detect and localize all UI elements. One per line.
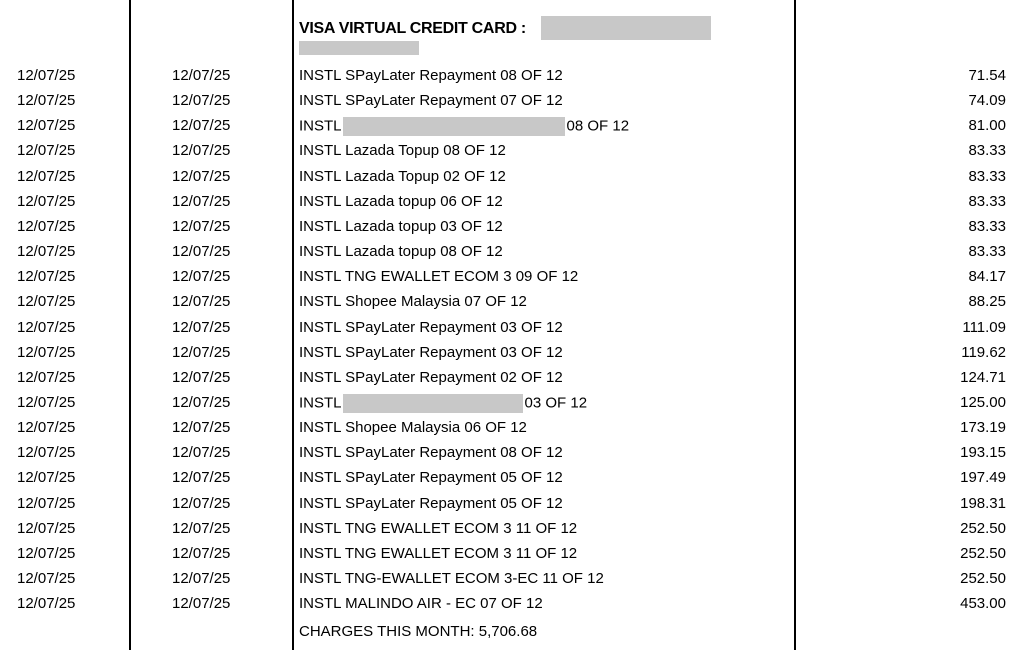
posting-date: 12/07/25 bbox=[17, 243, 76, 261]
transaction-description: INSTL Lazada Topup 02 OF 12 bbox=[299, 167, 506, 185]
transaction-date: 12/07/25 bbox=[172, 595, 231, 613]
transaction-amount: 71.54 bbox=[968, 67, 1006, 84]
posting-date: 12/07/25 bbox=[17, 67, 76, 84]
transaction-date: 12/07/25 bbox=[172, 243, 231, 261]
transaction-amount: 83.33 bbox=[968, 192, 1006, 210]
transaction-description: INSTL SPayLater Repayment 02 OF 12 bbox=[299, 368, 563, 386]
table-row bbox=[0, 469, 1012, 494]
table-row bbox=[0, 117, 1012, 142]
table-row bbox=[0, 168, 1012, 193]
transaction-amount: 119.62 bbox=[961, 343, 1006, 361]
transaction-amount: 83.33 bbox=[968, 142, 1006, 160]
table-row bbox=[0, 193, 1012, 218]
transaction-description: INSTL Shopee Malaysia 06 OF 12 bbox=[299, 419, 527, 437]
transaction-description: INSTL SPayLater Repayment 05 OF 12 bbox=[299, 469, 563, 487]
transaction-amount: 83.33 bbox=[968, 167, 1006, 185]
transaction-description: INSTL Shopee Malaysia 07 OF 12 bbox=[299, 293, 527, 311]
table-row bbox=[0, 495, 1012, 520]
transaction-amount: 198.31 bbox=[960, 494, 1006, 512]
posting-date: 12/07/25 bbox=[17, 544, 76, 562]
description-prefix: INSTL bbox=[299, 394, 342, 412]
transaction-date: 12/07/25 bbox=[172, 217, 231, 235]
section-title: VISA VIRTUAL CREDIT CARD : bbox=[299, 20, 526, 37]
posting-date: 12/07/25 bbox=[17, 293, 76, 311]
table-row bbox=[0, 67, 1012, 92]
table-row bbox=[0, 293, 1012, 318]
transaction-amount: 111.09 bbox=[962, 318, 1006, 336]
posting-date: 12/07/25 bbox=[17, 393, 76, 411]
posting-date: 12/07/25 bbox=[17, 419, 76, 437]
description-prefix: INSTL bbox=[299, 117, 342, 135]
transaction-description bbox=[299, 117, 629, 136]
redacted-card-number-line2 bbox=[299, 41, 419, 55]
table-row bbox=[0, 595, 1012, 620]
posting-date: 12/07/25 bbox=[17, 318, 76, 336]
transaction-date: 12/07/25 bbox=[172, 167, 231, 185]
transaction-description: INSTL SPayLater Repayment 07 OF 12 bbox=[299, 92, 563, 110]
transaction-description: INSTL SPayLater Repayment 05 OF 12 bbox=[299, 494, 563, 512]
posting-date: 12/07/25 bbox=[17, 469, 76, 487]
description-suffix: 03 OF 12 bbox=[524, 394, 588, 412]
table-row bbox=[0, 344, 1012, 369]
transaction-amount: 125.00 bbox=[960, 393, 1006, 411]
transaction-date: 12/07/25 bbox=[172, 393, 231, 411]
transaction-description: INSTL SPayLater Repayment 03 OF 12 bbox=[299, 318, 563, 336]
transaction-date: 12/07/25 bbox=[172, 570, 231, 587]
redacted-card-number bbox=[541, 16, 711, 40]
table-row bbox=[0, 319, 1012, 344]
transaction-description: INSTL Lazada topup 03 OF 12 bbox=[299, 217, 503, 235]
posting-date: 12/07/25 bbox=[17, 268, 76, 286]
redacted-merchant bbox=[343, 117, 565, 136]
transaction-date: 12/07/25 bbox=[172, 494, 231, 512]
transaction-description bbox=[299, 394, 587, 413]
transaction-amount: 83.33 bbox=[968, 243, 1006, 261]
transaction-date: 12/07/25 bbox=[172, 318, 231, 336]
transaction-description: INSTL SPayLater Repayment 08 OF 12 bbox=[299, 67, 563, 84]
transaction-amount: 173.19 bbox=[960, 419, 1006, 437]
transaction-date: 12/07/25 bbox=[172, 142, 231, 160]
transaction-amount: 81.00 bbox=[968, 117, 1006, 135]
transaction-description: INSTL Lazada Topup 08 OF 12 bbox=[299, 142, 506, 160]
transaction-description: INSTL TNG EWALLET ECOM 3 11 OF 12 bbox=[299, 519, 578, 537]
transaction-description: INSTL TNG EWALLET ECOM 3 09 OF 12 bbox=[299, 268, 579, 286]
posting-date: 12/07/25 bbox=[17, 92, 76, 110]
transaction-date: 12/07/25 bbox=[172, 444, 231, 462]
transaction-date: 12/07/25 bbox=[172, 519, 231, 537]
posting-date: 12/07/25 bbox=[17, 519, 76, 537]
table-row bbox=[0, 419, 1012, 444]
table-row bbox=[0, 92, 1012, 117]
table-row bbox=[0, 268, 1012, 293]
description-suffix: 08 OF 12 bbox=[566, 117, 630, 135]
transaction-date: 12/07/25 bbox=[172, 117, 231, 135]
transaction-amount: 83.33 bbox=[968, 217, 1006, 235]
posting-date: 12/07/25 bbox=[17, 217, 76, 235]
posting-date: 12/07/25 bbox=[17, 192, 76, 210]
transaction-date: 12/07/25 bbox=[172, 343, 231, 361]
transaction-amount: 193.15 bbox=[960, 444, 1006, 462]
transaction-description: INSTL SPayLater Repayment 03 OF 12 bbox=[299, 343, 563, 361]
posting-date: 12/07/25 bbox=[17, 368, 76, 386]
transaction-description: INSTL TNG EWALLET ECOM 3 11 OF 12 bbox=[299, 544, 578, 562]
transaction-description: INSTL SPayLater Repayment 08 OF 12 bbox=[299, 444, 563, 462]
transaction-date: 12/07/25 bbox=[172, 67, 231, 84]
transaction-description: INSTL Lazada topup 08 OF 12 bbox=[299, 243, 503, 261]
table-row bbox=[0, 394, 1012, 419]
transaction-amount: 124.71 bbox=[960, 368, 1006, 386]
transaction-description: INSTL Lazada topup 06 OF 12 bbox=[299, 192, 503, 210]
transaction-amount: 197.49 bbox=[960, 469, 1006, 487]
redacted-merchant bbox=[343, 394, 523, 413]
table-row bbox=[0, 545, 1012, 570]
posting-date: 12/07/25 bbox=[17, 142, 76, 160]
transaction-amount: 74.09 bbox=[968, 92, 1006, 110]
transaction-description: INSTL MALINDO AIR - EC 07 OF 12 bbox=[299, 595, 543, 613]
posting-date: 12/07/25 bbox=[17, 570, 76, 587]
posting-date: 12/07/25 bbox=[17, 444, 76, 462]
table-row bbox=[0, 520, 1012, 545]
transaction-amount: 453.00 bbox=[960, 595, 1006, 613]
transaction-amount: 88.25 bbox=[968, 293, 1006, 311]
table-row bbox=[0, 218, 1012, 243]
transaction-date: 12/07/25 bbox=[172, 469, 231, 487]
posting-date: 12/07/25 bbox=[17, 167, 76, 185]
transaction-date: 12/07/25 bbox=[172, 192, 231, 210]
transaction-date: 12/07/25 bbox=[172, 92, 231, 110]
posting-date: 12/07/25 bbox=[17, 595, 76, 613]
transaction-amount: 84.17 bbox=[968, 268, 1006, 286]
transaction-date: 12/07/25 bbox=[172, 544, 231, 562]
transaction-amount: 252.50 bbox=[960, 544, 1006, 562]
transaction-amount: 252.50 bbox=[960, 570, 1006, 587]
posting-date: 12/07/25 bbox=[17, 117, 76, 135]
transaction-amount: 252.50 bbox=[960, 519, 1006, 537]
table-row bbox=[0, 444, 1012, 469]
transaction-description: INSTL TNG-EWALLET ECOM 3-EC 11 OF 12 bbox=[299, 570, 604, 587]
table-row bbox=[0, 142, 1012, 167]
table-row bbox=[0, 369, 1012, 394]
table-row bbox=[0, 570, 1012, 595]
transaction-date: 12/07/25 bbox=[172, 293, 231, 311]
table-row bbox=[0, 243, 1012, 268]
transaction-date: 12/07/25 bbox=[172, 368, 231, 386]
posting-date: 12/07/25 bbox=[17, 343, 76, 361]
charges-this-month: CHARGES THIS MONTH: 5,706.68 bbox=[299, 623, 538, 640]
transaction-date: 12/07/25 bbox=[172, 419, 231, 437]
transaction-date: 12/07/25 bbox=[172, 268, 231, 286]
posting-date: 12/07/25 bbox=[17, 494, 76, 512]
